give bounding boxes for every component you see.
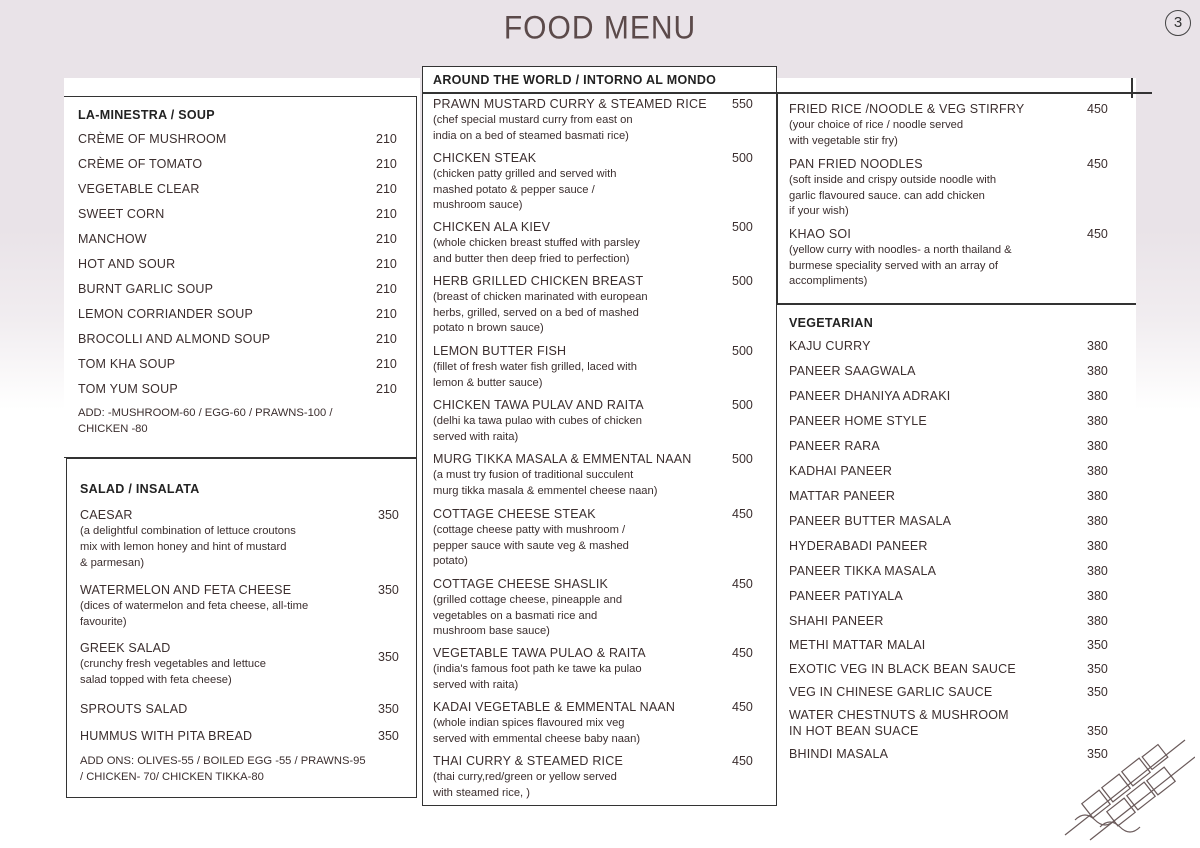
menu-item-name: PRAWN MUSTARD CURRY & STEAMED RICE <box>433 97 707 111</box>
menu-item-description: (a delightful combination of lettuce croutons <box>80 525 296 537</box>
menu-item-name: VEGETABLE TAWA PULAO & RAITA <box>433 646 646 660</box>
right-mid-rule <box>776 303 1136 305</box>
right-top-rule <box>776 92 1152 94</box>
menu-item-price: 210 <box>376 357 397 371</box>
veg-heading: VEGETARIAN <box>789 316 874 330</box>
menu-item-name: FRIED RICE /NOODLE & VEG STIRFRY <box>789 102 1025 116</box>
menu-item-price: 210 <box>376 257 397 271</box>
menu-item-name: COTTAGE CHEESE STEAK <box>433 507 596 521</box>
skewer-kebab-icon <box>1055 735 1195 845</box>
menu-item-name: LEMON BUTTER FISH <box>433 344 567 358</box>
menu-item-description: garlic flavoured sauce. can add chicken <box>789 189 985 202</box>
menu-item-description: mushroom base sauce) <box>433 625 550 638</box>
menu-item-description: potato) <box>433 555 468 568</box>
menu-item-description: & parmesan) <box>80 557 145 569</box>
menu-item-price: 350 <box>1087 662 1108 676</box>
menu-item-price: 350 <box>378 702 399 716</box>
menu-item-price: 350 <box>378 729 399 743</box>
menu-item-name: THAI CURRY & STEAMED RICE <box>433 754 623 768</box>
menu-item-name: CHICKEN TAWA PULAV AND RAITA <box>433 398 644 412</box>
page-title: FOOD MENU <box>503 10 697 47</box>
addons-note: ADD ONS: OLIVES-55 / BOILED EGG -55 / PRAWNS-95 <box>80 755 366 767</box>
addons-note: ADD: -MUSHROOM-60 / EGG-60 / PRAWNS-100 / <box>78 407 333 419</box>
menu-item-price: 450 <box>732 754 753 768</box>
menu-item-name: SHAHI PANEER <box>789 614 884 628</box>
menu-item-name: TOM KHA SOUP <box>78 357 176 371</box>
menu-item-description: (crunchy fresh vegetables and lettuce <box>80 658 266 670</box>
soup-heading: LA-MINESTRA / SOUP <box>78 108 215 122</box>
menu-item-price: 210 <box>376 157 397 171</box>
menu-item-price: 210 <box>376 282 397 296</box>
menu-item-description: salad topped with feta cheese) <box>80 674 232 686</box>
menu-item-description: and butter then deep fried to perfection) <box>433 252 630 265</box>
menu-item-description: (fillet of fresh water fish grilled, laced with <box>433 361 637 373</box>
addons-note: CHICKEN -80 <box>78 423 148 435</box>
menu-item-price: 210 <box>376 182 397 196</box>
menu-item-price: 350 <box>1087 747 1108 761</box>
menu-item-price: 380 <box>1087 364 1108 378</box>
menu-item-price: 380 <box>1087 489 1108 503</box>
menu-item-price: 380 <box>1087 589 1108 603</box>
menu-item-name: VEGETABLE CLEAR <box>78 182 200 196</box>
menu-item-description: herbs, grilled, served on a bed of mashed <box>433 306 639 319</box>
menu-item-name: HYDERABADI PANEER <box>789 539 928 553</box>
menu-item-name: MANCHOW <box>78 232 147 246</box>
menu-item-name: PANEER RARA <box>789 439 880 453</box>
menu-item-price: 380 <box>1087 464 1108 478</box>
menu-item-price: 450 <box>1087 102 1108 116</box>
menu-item-description: murg tikka masala & emmentel cheese naan) <box>433 484 658 497</box>
menu-item-price: 450 <box>1087 157 1108 171</box>
menu-item-name: PANEER HOME STYLE <box>789 414 927 428</box>
menu-item-description: (grilled cottage cheese, pineapple and <box>433 594 623 606</box>
menu-item-price: 450 <box>732 646 753 660</box>
menu-item-price: 380 <box>1087 564 1108 578</box>
menu-item-price: 450 <box>732 700 753 714</box>
menu-item-description: served with raita) <box>433 430 519 443</box>
menu-item-description: potato n brown sauce) <box>433 322 544 335</box>
menu-item-name: SPROUTS SALAD <box>80 702 188 716</box>
menu-item-price: 210 <box>376 382 397 396</box>
menu-item-name: EXOTIC VEG IN BLACK BEAN SAUCE <box>789 662 1016 676</box>
salad-heading: SALAD / INSALATA <box>80 482 200 496</box>
menu-item-name: PANEER SAAGWALA <box>789 364 916 378</box>
menu-item-description: served with emmental cheese baby naan) <box>433 732 641 745</box>
menu-item-description: with vegetable stir fry) <box>789 134 898 147</box>
menu-item-description: (delhi ka tawa pulao with cubes of chicken <box>433 415 642 427</box>
menu-item-description: (whole indian spices flavoured mix veg <box>433 717 625 729</box>
menu-item-price: 450 <box>1087 227 1108 241</box>
menu-item-description: mix with lemon honey and hint of mustard <box>80 541 287 553</box>
menu-item-price: 350 <box>378 583 399 597</box>
menu-item-name: KADAI VEGETABLE & EMMENTAL NAAN <box>433 700 676 714</box>
menu-item-price: 380 <box>1087 439 1108 453</box>
page-number: 3 <box>1165 10 1191 36</box>
menu-item-name: HUMMUS WITH PITA BREAD <box>80 729 253 743</box>
menu-item-name: CRÈME OF MUSHROOM <box>78 132 227 146</box>
menu-item-price: 500 <box>732 220 753 234</box>
menu-item-price: 380 <box>1087 414 1108 428</box>
menu-item-price: 380 <box>1087 514 1108 528</box>
menu-item-price: 210 <box>376 207 397 221</box>
menu-item-name: PANEER BUTTER MASALA <box>789 514 952 528</box>
menu-item-price: 500 <box>732 344 753 358</box>
menu-item-name: LEMON CORRIANDER SOUP <box>78 307 254 321</box>
menu-item-description: (cottage cheese patty with mushroom / <box>433 524 626 536</box>
menu-item-description: (dices of watermelon and feta cheese, all-time <box>80 600 309 612</box>
menu-item-description: (your choice of rice / noodle served <box>789 119 964 131</box>
menu-item-description: with steamed rice, ) <box>433 786 530 799</box>
menu-item-name: IN HOT BEAN SUACE <box>789 724 919 738</box>
menu-item-price: 380 <box>1087 539 1108 553</box>
menu-item-name: BROCOLLI AND ALMOND SOUP <box>78 332 271 346</box>
menu-item-price: 210 <box>376 232 397 246</box>
menu-item-price: 500 <box>732 398 753 412</box>
menu-item-description: mushroom sauce) <box>433 199 523 212</box>
menu-item-price: 550 <box>732 97 753 111</box>
menu-item-description: (thai curry,red/green or yellow served <box>433 771 617 783</box>
menu-item-description: india on a bed of steamed basmati rice) <box>433 129 629 142</box>
menu-item-name: BHINDI MASALA <box>789 747 889 761</box>
menu-item-description: (a must try fusion of traditional succulent <box>433 469 634 481</box>
world-heading: AROUND THE WORLD / INTORNO AL MONDO <box>433 73 717 87</box>
menu-item-price: 350 <box>1087 638 1108 652</box>
menu-item-price: 500 <box>732 151 753 165</box>
menu-item-name: VEG IN CHINESE GARLIC SAUCE <box>789 685 993 699</box>
menu-item-name: HERB GRILLED CHICKEN BREAST <box>433 274 644 288</box>
menu-item-name: TOM YUM SOUP <box>78 382 178 396</box>
menu-item-price: 350 <box>1087 724 1108 738</box>
menu-item-description: if your wish) <box>789 205 849 218</box>
menu-item-description: mashed potato & pepper sauce / <box>433 183 595 196</box>
menu-item-name: PANEER PATIYALA <box>789 589 903 603</box>
menu-item-name: BURNT GARLIC SOUP <box>78 282 214 296</box>
menu-item-name: KAJU CURRY <box>789 339 871 353</box>
menu-item-name: WATERMELON AND FETA CHEESE <box>80 583 292 597</box>
menu-item-description: (soft inside and crispy outside noodle with <box>789 174 997 186</box>
menu-item-name: CHICKEN STEAK <box>433 151 537 165</box>
world-heading-rule <box>422 92 777 94</box>
menu-item-description: favourite) <box>80 616 127 628</box>
menu-item-name: PANEER TIKKA MASALA <box>789 564 937 578</box>
right-corner-rule <box>1131 78 1133 98</box>
menu-item-name: GREEK SALAD <box>80 641 171 655</box>
menu-item-name: MATTAR PANEER <box>789 489 896 503</box>
menu-item-price: 350 <box>1087 685 1108 699</box>
menu-item-name: CHICKEN ALA KIEV <box>433 220 551 234</box>
menu-item-name: MURG TIKKA MASALA & EMMENTAL NAAN <box>433 452 692 466</box>
menu-item-price: 350 <box>378 508 399 522</box>
menu-item-description: (india's famous foot path ke tawe ka pulao <box>433 663 642 675</box>
menu-item-price: 380 <box>1087 614 1108 628</box>
menu-item-description: vegetables on a basmati rice and <box>433 609 598 622</box>
menu-item-name: CRÈME OF TOMATO <box>78 157 203 171</box>
addons-note: / CHICKEN- 70/ CHICKEN TIKKA-80 <box>80 771 264 783</box>
menu-item-description: (chicken patty grilled and served with <box>433 168 617 180</box>
menu-item-name: PAN FRIED NOODLES <box>789 157 923 171</box>
menu-item-description: pepper sauce with saute veg & mashed <box>433 539 629 552</box>
menu-item-description: (chef special mustard curry from east on <box>433 114 633 126</box>
menu-item-price: 500 <box>732 452 753 466</box>
menu-item-price: 210 <box>376 307 397 321</box>
menu-item-name: PANEER DHANIYA ADRAKI <box>789 389 951 403</box>
menu-item-description: (yellow curry with noodles- a north thailand & <box>789 244 1012 256</box>
menu-item-name: METHI MATTAR MALAI <box>789 638 926 652</box>
menu-item-name: KADHAI PANEER <box>789 464 893 478</box>
menu-item-name: KHAO SOI <box>789 227 852 241</box>
menu-item-name: WATER CHESTNUTS & MUSHROOM <box>789 708 1009 722</box>
menu-item-price: 380 <box>1087 389 1108 403</box>
right-column-rule <box>776 92 778 304</box>
menu-item-price: 500 <box>732 274 753 288</box>
menu-item-description: served with raita) <box>433 678 519 691</box>
menu-item-name: COTTAGE CHEESE SHASLIK <box>433 577 609 591</box>
menu-item-name: HOT AND SOUR <box>78 257 176 271</box>
menu-item-price: 210 <box>376 332 397 346</box>
menu-item-description: (breast of chicken marinated with european <box>433 291 648 303</box>
menu-item-name: CAESAR <box>80 508 133 522</box>
menu-item-name: SWEET CORN <box>78 207 165 221</box>
menu-item-price: 380 <box>1087 339 1108 353</box>
soup-section <box>64 96 417 458</box>
menu-item-description: lemon & butter sauce) <box>433 376 543 389</box>
menu-item-price: 350 <box>378 650 399 664</box>
menu-item-price: 450 <box>732 577 753 591</box>
menu-item-price: 450 <box>732 507 753 521</box>
menu-item-description: burmese speciality served with an array of <box>789 259 998 272</box>
menu-item-price: 210 <box>376 132 397 146</box>
menu-item-description: (whole chicken breast stuffed with parsley <box>433 237 640 249</box>
menu-item-description: accompliments) <box>789 275 868 288</box>
